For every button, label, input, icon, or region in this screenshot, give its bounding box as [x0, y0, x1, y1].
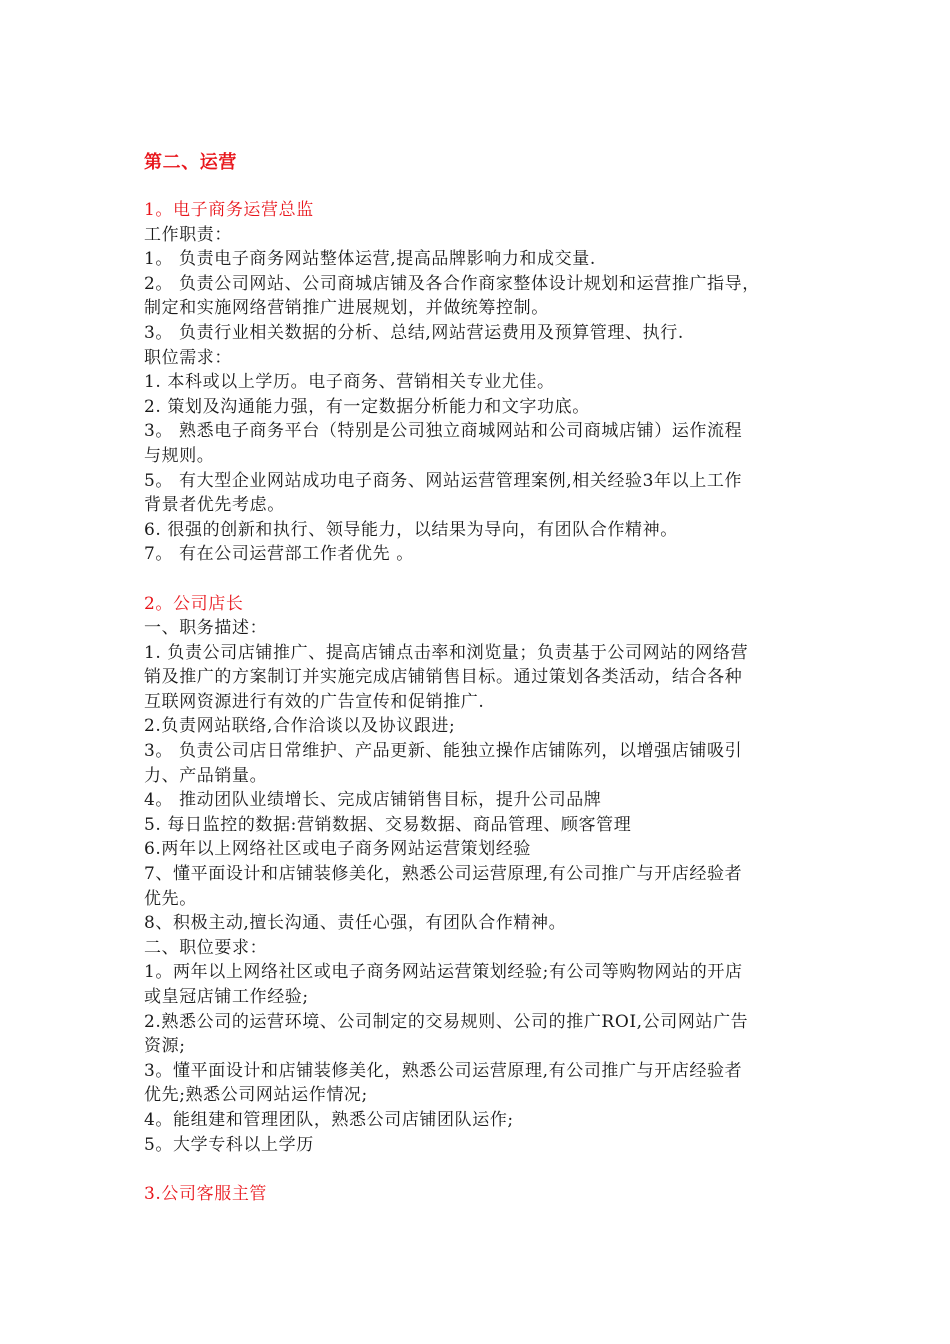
requirement-line: 6. 很强的创新和执行、领导能力，以结果为导向，有团队合作精神。 — [144, 519, 678, 540]
duty-line: 2。 负责公司网站、公司商城店铺及各合作商家整体设计规划和运营推广指导， — [144, 273, 760, 294]
requirement-line: 4。能组建和管理团队，熟悉公司店铺团队运作; — [144, 1109, 514, 1130]
spacer — [144, 567, 814, 592]
description-line: 5. 每日监控的数据:营销数据、交易数据、商品管理、顾客管理 — [144, 814, 632, 835]
requirement-line: 1。两年以上网络社区或电子商务网站运营策划经验;有公司等购物网站的开店 — [144, 962, 743, 983]
requirement-line: 或皇冠店铺工作经验; — [144, 987, 309, 1007]
requirement-line: 背景者优先考虑。 — [144, 495, 285, 516]
duty-line: 1。 负责电子商务网站整体运营,提高品牌影响力和成交量. — [144, 249, 596, 270]
spacer — [144, 1157, 814, 1182]
job-title: 2。公司店长 — [144, 593, 244, 614]
description-line: 7、懂平面设计和店铺装修美化，熟悉公司运营原理,有公司推广与开店经验者 — [144, 864, 743, 885]
job-title: 3.公司客服主管 — [144, 1183, 268, 1204]
requirement-line: 5。大学专科以上学历 — [144, 1134, 314, 1155]
document-page — [144, 150, 814, 1206]
description-line: 销及推广的方案制订并实施完成店铺销售目标。通过策划各类活动，结合各种 — [144, 667, 743, 688]
description-line: 互联网资源进行有效的广告宣传和促销推广. — [144, 691, 485, 712]
requirement-line: 7。 有在公司运营部工作者优先 。 — [144, 544, 414, 565]
duty-line: 制定和实施网络营销推广进展规划，并做统筹控制。 — [144, 298, 549, 319]
job-section-store-manager — [144, 592, 814, 1158]
description-line: 8、积极主动,擅长沟通、责任心强，有团队合作精神。 — [144, 913, 567, 934]
duties-label: 工作职责： — [144, 224, 232, 245]
description-line: 3。 负责公司店日常维护、产品更新、能独立操作店铺陈列，以增强店铺吸引 — [144, 741, 743, 762]
requirement-line: 与规则。 — [144, 445, 215, 466]
requirement-line: 3。 熟悉电子商务平台（特别是公司独立商城网站和公司商城店铺）运作流程 — [144, 421, 743, 442]
description-line: 1. 负责公司店铺推广、提高店铺点击率和浏览量；负责基于公司网站的网络营 — [144, 642, 749, 663]
job-section-ecommerce-director — [144, 198, 814, 567]
requirement-line: 2.熟悉公司的运营环境、公司制定的交易规则、公司的推广ROI,公司网站广告 — [144, 1011, 749, 1032]
description-label: 一、职务描述： — [144, 618, 268, 639]
requirement-line: 优先;熟悉公司网站运作情况; — [144, 1085, 368, 1106]
requirements-label: 二、职位要求： — [144, 937, 268, 958]
requirements-label: 职位需求： — [144, 347, 232, 368]
description-line: 力、产品销量。 — [144, 765, 268, 786]
job-section-customer-service-supervisor — [144, 1182, 814, 1207]
section-title: 第二、运营 — [144, 152, 237, 173]
requirement-line: 5。 有大型企业网站成功电子商务、网站运营管理案例,相关经验3年以上工作 — [144, 470, 743, 491]
requirement-line: 3。懂平面设计和店铺装修美化，熟悉公司运营原理,有公司推广与开店经验者 — [144, 1060, 743, 1081]
duty-line: 3。 负责行业相关数据的分析、总结,网站营运费用及预算管理、执行. — [144, 322, 684, 343]
description-line: 4。 推动团队业绩增长、完成店铺销售目标，提升公司品牌 — [144, 790, 602, 811]
requirement-line: 资源; — [144, 1036, 186, 1057]
requirement-line: 1. 本科或以上学历。电子商务、营销相关专业尤佳。 — [144, 372, 555, 393]
job-title: 1。电子商务运营总监 — [144, 200, 314, 220]
description-line: 2.负责网站联络,合作洽谈以及协议跟进; — [144, 716, 456, 737]
requirement-line: 2. 策划及沟通能力强，有一定数据分析能力和文字功底。 — [144, 396, 590, 417]
description-line: 6.两年以上网络社区或电子商务网站运营策划经验 — [144, 839, 532, 860]
description-line: 优先。 — [144, 888, 197, 909]
